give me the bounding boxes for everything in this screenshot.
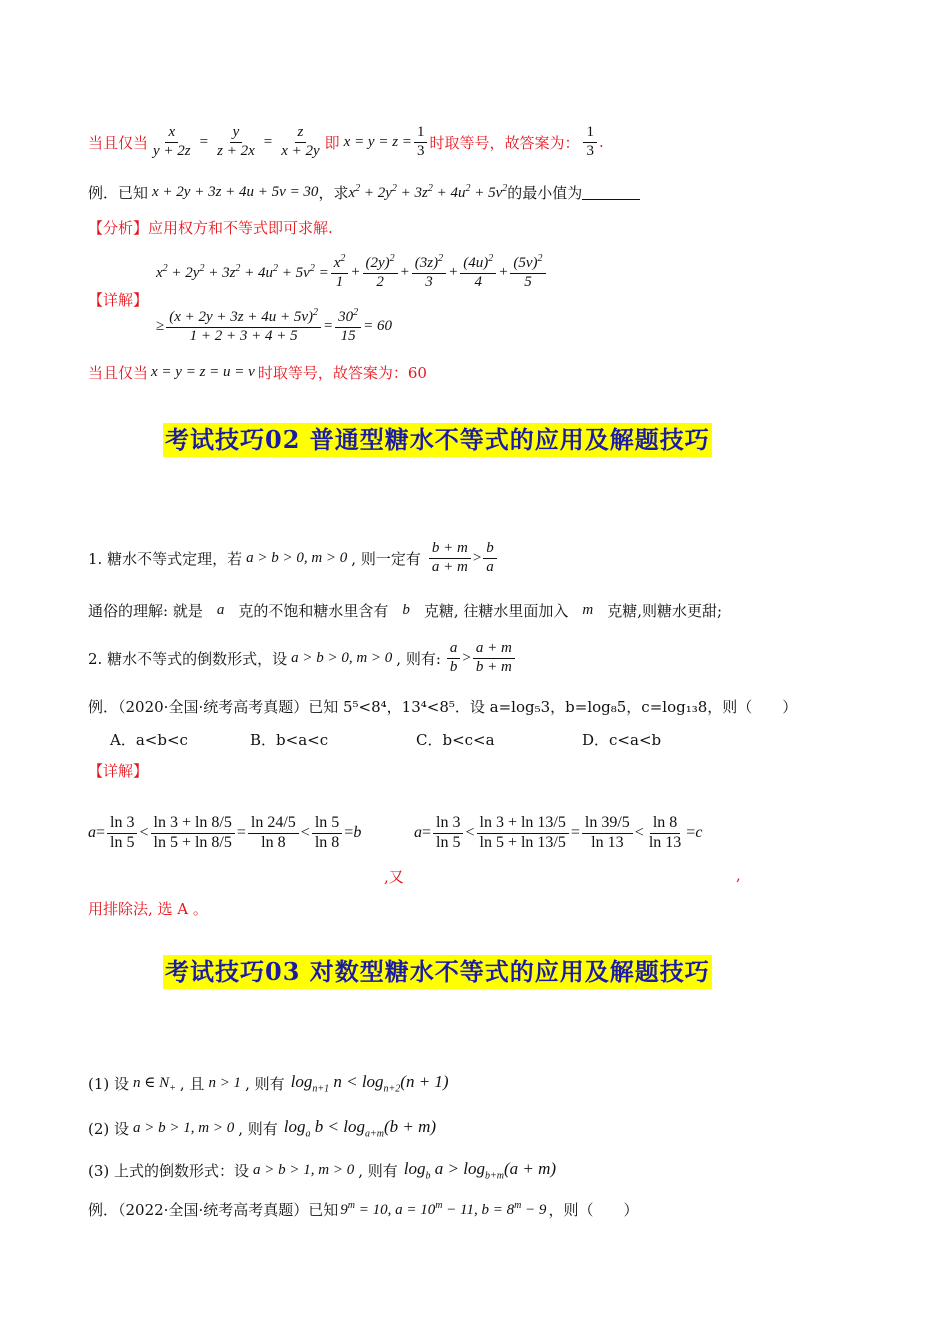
fraction-one-third: $\frac{1}{3}$ [414, 124, 428, 160]
power-sum-inequality: ≥ $\frac{(x + 2y + 3z + 4u + 5v)^2}{1 + 2 + 3 + 4 + 5}$ = $\frac{30^2}{15}$ = 60 [156, 307, 393, 344]
sugar-theorem: 1. 糖水不等式定理，若 a > b > 0, m > 0 , 则一定有 $\frac{b + m}{a + m}$ > $\frac{b}{a}$ [88, 536, 499, 580]
section-heading-03: 考试技巧03 对数型糖水不等式的应用及解题技巧 [163, 955, 712, 989]
analysis-line: 【分析】应用权方和不等式即可求解. [88, 219, 333, 237]
derivation-a-c: a = $\frac{\ln 3}{\ln 5}$ < $\frac{\ln 3 + \ln 13/5}{\ln 5 + \ln 13/5}$ = $\frac{\ln 39/5}{\ln 13}$ < $\frac{\ln 8}{\ln 13}$ = c [414, 814, 703, 851]
example-2022: 例．（2022·全国·统考高考真题）已知 $9^m = 10$, $a = 10^m - 11$, $b = 8^m - 9$ ，则（ ） [88, 1199, 639, 1219]
example-1: 例．已知 x + 2y + 3z + 4u + 5v = 30 ，求 $x^2 + 2y^2 + 3z^2 + 4u^2 + 5v^2$ 的最小值为 [88, 180, 640, 204]
answer-line-1: 当且仅当 x = y = z = u = v 时取等号，故答案为：60 [88, 363, 427, 382]
answer-blank [582, 185, 640, 200]
option-a: A．a<b<c [110, 731, 188, 749]
example-1-expression: $x^2 + 2y^2 + 3z^2 + 4u^2 + 5v^2$ [348, 182, 508, 201]
option-c: C．b<c<a [416, 731, 495, 749]
option-b: B．b<a<c [250, 731, 329, 749]
equality-condition-line: 当且仅当 $\frac{x}{y + 2z}$ = $\frac{y}{z + 2x}$ = $\frac{z}{x + 2y}$ 即 x = y = z = $\frac{1}{3}$ 时取等号，故答案为： $\frac{1}{3}$ . [88, 124, 604, 159]
plain-understanding: 通俗的理解: 就是 a 克的不饱和糖水里含有 b 克糖, 往糖水里面加入 m 克糖,则糖水更甜; [88, 602, 723, 620]
and-text: ,又 [384, 868, 404, 886]
log-property-2: (2) 设 a > b > 1, m > 0 , 则有 $\log_a b < \log_{a+m}(b + m)$ [88, 1116, 437, 1140]
sugar-reciprocal-form: 2. 糖水不等式的倒数形式，设 a > b > 0, m > 0 , 则有: $\frac{a}{b}$ > $\frac{a + m}{b + m}$ [88, 636, 517, 680]
comma-text: , [736, 866, 741, 884]
fraction-z: $\frac{z}{x + 2y}$ [281, 124, 320, 159]
detail-label-2: 【详解】 [88, 762, 149, 780]
section-heading-02: 考试技巧02 普通型糖水不等式的应用及解题技巧 [163, 423, 712, 457]
conclusion-line: 用排除法, 选 A 。 [88, 900, 208, 918]
power-sum-equation: $x^2 + 2y^2 + 3z^2 + 4u^2 + 5v^2$ = $\frac{x^2}{1}$ + $\frac{(2y)^2}{2}$ + $\frac{(3z)^2}{3}$ + $\frac{(4u)^2}{4}$ + $\frac{(5v)^2}{5}$ [156, 247, 548, 297]
derivation-a-b: a = $\frac{\ln 3}{\ln 5}$ < $\frac{\ln 3 + \ln 8/5}{\ln 5 + \ln 8/5}$ = $\frac{\ln 24/5}{\ln 8}$ < $\frac{\ln 5}{\ln 8}$ = b [88, 814, 362, 851]
detail-label-1: 【详解】 [88, 291, 149, 309]
answer-one-third: $\frac{1}{3}$ [583, 124, 597, 160]
log-property-3: (3) 上式的倒数形式：设 a > b > 1, m > 0 , 则有 $\log_b a > \log_{b+m}(a + m)$ [88, 1158, 557, 1182]
example-2020: 例．（2020·全国·统考高考真题）已知 5⁵<8⁴，13⁴<8⁵．设 a=log₅3，b=log₈5，c=log₁₃8，则（ ） [88, 698, 798, 716]
option-d: D．c<a<b [582, 731, 662, 749]
fraction-y: $\frac{y}{z + 2x}$ [217, 124, 255, 159]
fraction-x: $\frac{x}{y + 2z}$ [153, 124, 191, 159]
log-property-1: (1) 设 n ∈ $N_+$ , 且 n > 1 , 则有 $\log_{n+1} n < \log_{n+2}(n + 1)$ [88, 1071, 449, 1095]
